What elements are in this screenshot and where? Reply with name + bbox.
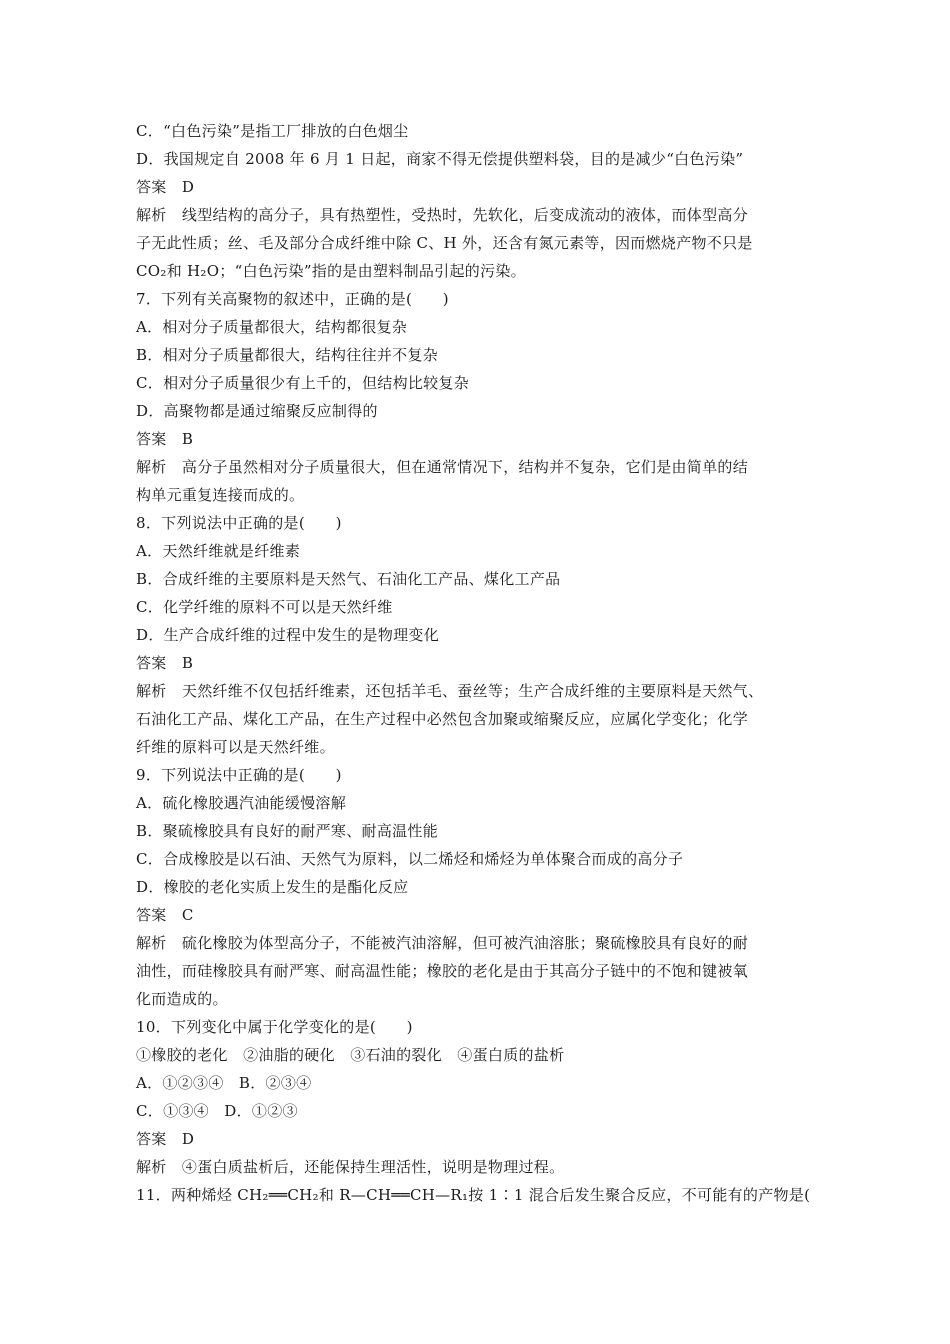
analysis-q9-line1: 解析 硫化橡胶为体型高分子，不能被汽油溶解，但可被汽油溶胀；聚硫橡胶具有良好的耐 xyxy=(136,934,749,952)
analysis-q9-line2: 油性，而硅橡胶具有耐严寒、耐高温性能；橡胶的老化是由于其高分子链中的不饱和键被氧 xyxy=(136,962,749,980)
option-d-q7: D．高聚物都是通过缩聚反应制得的 xyxy=(136,402,378,420)
answer-q6: 答案 D xyxy=(136,178,195,196)
options-ab-q10: A．①②③④ B．②③④ xyxy=(136,1074,312,1092)
answer-q8: 答案 B xyxy=(136,654,194,672)
analysis-q6-line3: CO₂和 H₂O；“白色污染”指的是由塑料制品引起的污染。 xyxy=(136,262,526,280)
question-7: 7．下列有关高聚物的叙述中，正确的是( ) xyxy=(136,290,449,308)
option-a-q7: A．相对分子质量都很大，结构都很复杂 xyxy=(136,318,408,336)
option-d-q6: D．我国规定自 2008 年 6 月 1 日起，商家不得无偿提供塑料袋，目的是减少“白色污染” xyxy=(136,150,744,168)
analysis-q9-line3: 化而造成的。 xyxy=(136,990,228,1008)
analysis-q6-line2: 子无此性质；丝、毛及部分合成纤维中除 C、H 外，还含有氮元素等，因而燃烧产物不只是 xyxy=(136,234,753,252)
analysis-q8-line1: 解析 天然纤维不仅包括纤维素，还包括羊毛、蚕丝等；生产合成纤维的主要原料是天然气、 xyxy=(136,682,764,700)
option-c-q9: C．合成橡胶是以石油、天然气为原料，以二烯烃和烯烃为单体聚合而成的高分子 xyxy=(136,850,684,868)
question-8: 8．下列说法中正确的是( ) xyxy=(136,514,342,532)
analysis-q7-line1: 解析 高分子虽然相对分子质量很大，但在通常情况下，结构并不复杂，它们是由简单的结 xyxy=(136,458,749,476)
analysis-q10: 解析 ④蛋白质盐析后，还能保持生理活性，说明是物理过程。 xyxy=(136,1158,565,1176)
answer-q7: 答案 B xyxy=(136,430,194,448)
option-b-q8: B．合成纤维的主要原料是天然气、石油化工产品、煤化工产品 xyxy=(136,570,561,588)
analysis-q8-line3: 纤维的原料可以是天然纤维。 xyxy=(136,738,335,756)
option-a-q8: A．天然纤维就是纤维素 xyxy=(136,542,301,560)
answer-q10: 答案 D xyxy=(136,1130,195,1148)
options-cd-q10: C．①③④ D．①②③ xyxy=(136,1102,298,1120)
analysis-q7-line2: 构单元重复连接而成的。 xyxy=(136,486,305,504)
option-d-q8: D．生产合成纤维的过程中发生的是物理变化 xyxy=(136,626,440,644)
answer-q9: 答案 C xyxy=(136,906,194,924)
question-9: 9．下列说法中正确的是( ) xyxy=(136,766,342,784)
option-d-q9: D．橡胶的老化实质上发生的是酯化反应 xyxy=(136,878,409,896)
option-c-q6: C．“白色污染”是指工厂排放的白色烟尘 xyxy=(136,122,409,140)
question-10: 10．下列变化中属于化学变化的是( ) xyxy=(136,1018,413,1036)
option-a-q9: A．硫化橡胶遇汽油能缓慢溶解 xyxy=(136,794,347,812)
option-b-q9: B．聚硫橡胶具有良好的耐严寒、耐高温性能 xyxy=(136,822,439,840)
analysis-q8-line2: 石油化工产品、煤化工产品，在生产过程中必然包含加聚或缩聚反应，应属化学变化；化学 xyxy=(136,710,749,728)
question-10-items: ①橡胶的老化 ②油脂的硬化 ③石油的裂化 ④蛋白质的盐析 xyxy=(136,1046,565,1064)
option-b-q7: B．相对分子质量都很大，结构往往并不复杂 xyxy=(136,346,439,364)
analysis-q6-line1: 解析 线型结构的高分子，具有热塑性，受热时，先软化，后变成流动的液体，而体型高分 xyxy=(136,206,749,224)
question-11: 11．两种烯烃 CH₂══CH₂和 R—CH══CH—R₁按 1∶1 混合后发生聚合反应，不可能有的产物是( xyxy=(136,1186,811,1204)
option-c-q8: C．化学纤维的原料不可以是天然纤维 xyxy=(136,598,393,616)
option-c-q7: C．相对分子质量很少有上千的，但结构比较复杂 xyxy=(136,374,470,392)
